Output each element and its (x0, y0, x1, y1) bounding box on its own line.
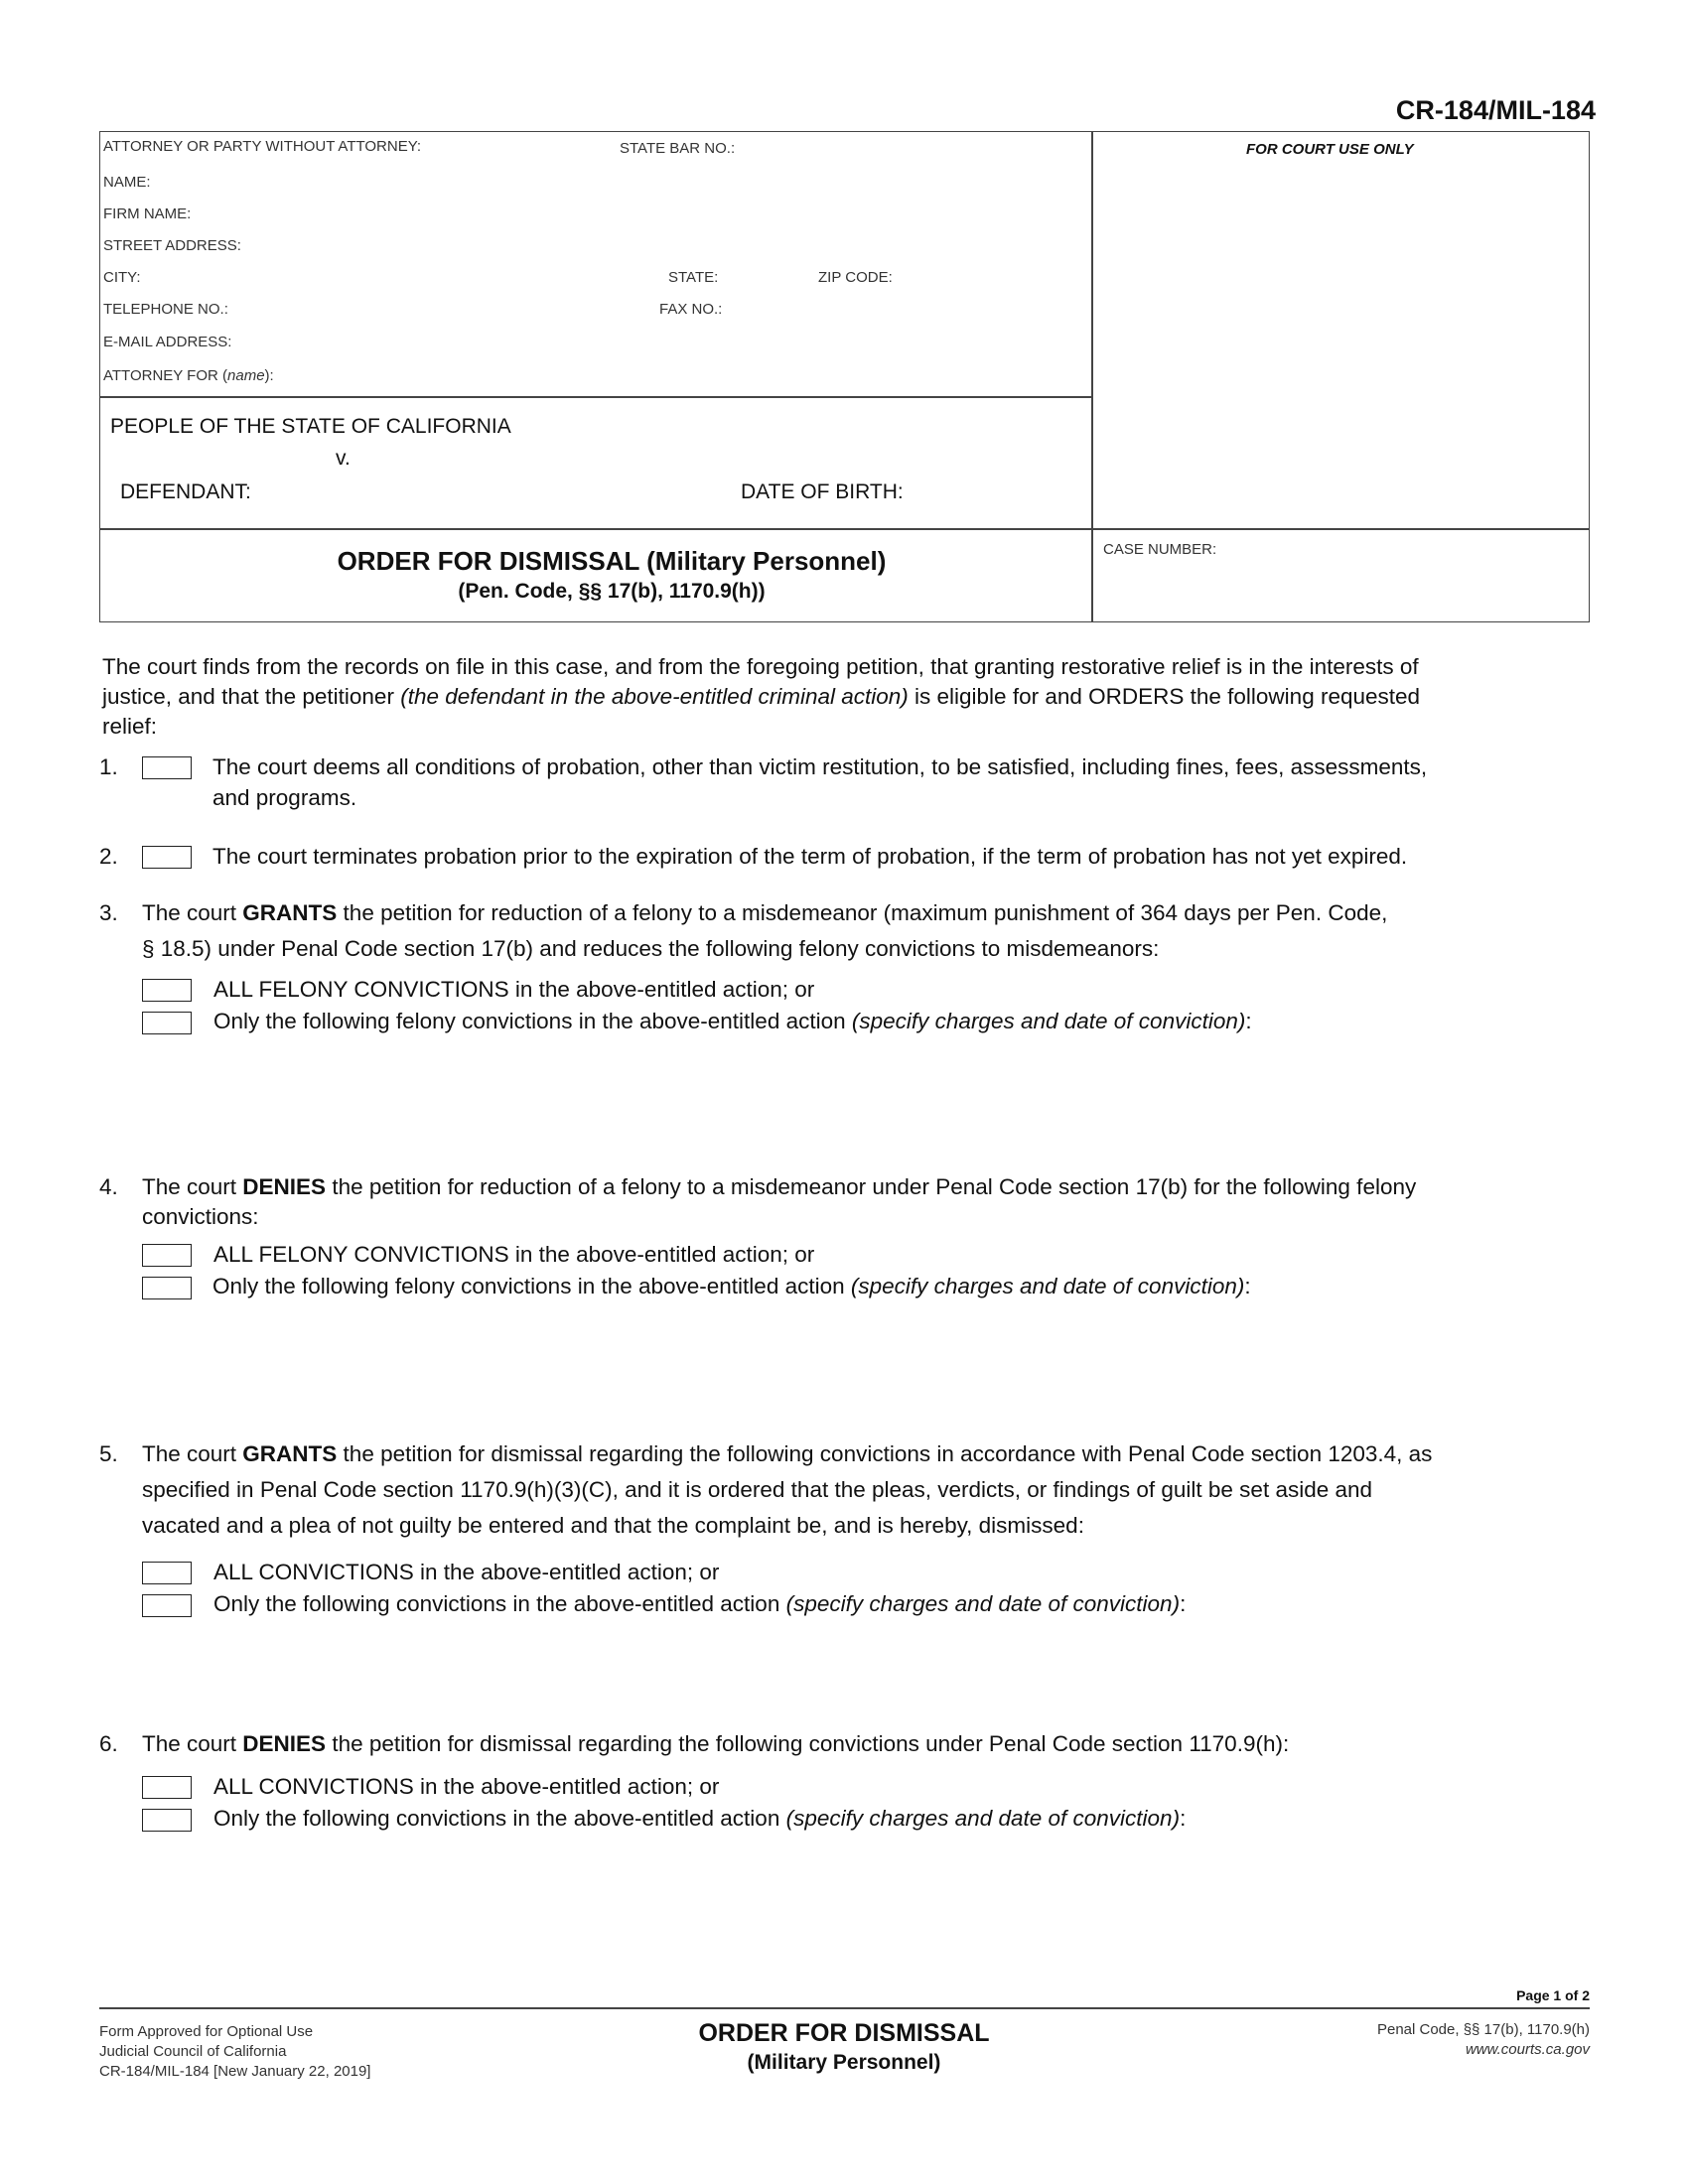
item-3-all-label: ALL FELONY CONVICTIONS in the above-entitled action; or (213, 977, 815, 1002)
item-4-number: 4. (99, 1174, 118, 1199)
defendant-field[interactable]: DEFENDANT: (120, 480, 251, 503)
item-6-all-checkbox[interactable] (142, 1776, 192, 1799)
item-6-all-label: ALL CONVICTIONS in the above-entitled action; or (213, 1774, 720, 1799)
item-3-text-line-2: § 18.5) under Penal Code section 17(b) and reduces the following felony convictions to misdemeanors: (142, 936, 1160, 961)
item-2-checkbox[interactable] (142, 846, 192, 869)
state-bar-label: STATE BAR NO.: (620, 140, 736, 157)
item-5-text-line-2: specified in Penal Code section 1170.9(h)(3)(C), and it is ordered that the pleas, verdicts, or findings of guilt be set aside and (142, 1477, 1373, 1502)
item-3-only-checkbox[interactable] (142, 1012, 192, 1034)
item-4-all-label: ALL FELONY CONVICTIONS in the above-entitled action; or (213, 1242, 815, 1267)
item-6-only-checkbox[interactable] (142, 1809, 192, 1832)
item-5-only-label: Only the following convictions in the above-entitled action (specify charges and date of conviction): (213, 1591, 1187, 1616)
email-field[interactable]: E-MAIL ADDRESS: (103, 334, 232, 350)
footer-website-link[interactable]: www.courts.ca.gov (1465, 2041, 1590, 2058)
footer-divider (99, 2007, 1590, 2009)
item-1-number: 1. (99, 754, 118, 779)
caption-divider-title (99, 528, 1590, 530)
telephone-field[interactable]: TELEPHONE NO.: (103, 301, 228, 318)
item-5-number: 5. (99, 1441, 118, 1466)
intro-line-1: The court finds from the records on file in this case, and from the foregoing petition, that granting restorative relief is in the interests of (102, 654, 1419, 679)
item-6-only-label: Only the following convictions in the above-entitled action (specify charges and date of conviction): (213, 1806, 1187, 1831)
item-4-only-label: Only the following felony convictions in the above-entitled action (specify charges and date of conviction): (212, 1274, 1251, 1298)
attorney-label: ATTORNEY OR PARTY WITHOUT ATTORNEY: (103, 138, 422, 155)
court-use-label: FOR COURT USE ONLY (1246, 141, 1414, 158)
footer-subtitle: (Military Personnel) (747, 2051, 941, 2074)
item-4-text-line-1: The court DENIES the petition for reduction of a felony to a misdemeanor under Penal Code section 17(b) for the following felony (142, 1174, 1417, 1199)
item-4-all-checkbox[interactable] (142, 1244, 192, 1267)
item-6-number: 6. (99, 1731, 118, 1756)
caption-divider-attorney (99, 396, 1092, 398)
street-address-field[interactable]: STREET ADDRESS: (103, 237, 241, 254)
item-5-only-checkbox[interactable] (142, 1594, 192, 1617)
item-2-text: The court terminates probation prior to the expiration of the term of probation, if the term of probation has not yet expired. (212, 844, 1408, 869)
intro-line-2: justice, and that the petitioner (the defendant in the above-entitled criminal action) is eligible for and ORDERS the following requested (102, 684, 1421, 709)
name-field[interactable]: NAME: (103, 174, 151, 191)
zip-code-field[interactable]: ZIP CODE: (818, 269, 893, 286)
form-subtitle: (Pen. Code, §§ 17(b), 1170.9(h)) (458, 580, 766, 603)
footer-title: ORDER FOR DISMISSAL (698, 2019, 990, 2047)
item-3-text-line-1: The court GRANTS the petition for reduction of a felony to a misdemeanor (maximum punishment of 364 days per Pen. Code, (142, 900, 1388, 925)
form-id: CR-184/MIL-184 (1395, 95, 1596, 125)
firm-name-field[interactable]: FIRM NAME: (103, 205, 192, 222)
item-5-all-label: ALL CONVICTIONS in the above-entitled action; or (213, 1560, 720, 1584)
page-number: Page 1 of 2 (1516, 1987, 1590, 2003)
item-3-only-label: Only the following felony convictions in the above-entitled action (specify charges and date of conviction): (213, 1009, 1252, 1033)
item-2-number: 2. (99, 844, 118, 869)
city-field[interactable]: CITY: (103, 269, 141, 286)
item-1-text-line-2: and programs. (212, 785, 357, 810)
case-number-field[interactable]: CASE NUMBER: (1103, 541, 1217, 558)
date-of-birth-field[interactable]: DATE OF BIRTH: (741, 480, 904, 503)
item-3-number: 3. (99, 900, 118, 925)
state-field[interactable]: STATE: (668, 269, 719, 286)
people-label: PEOPLE OF THE STATE OF CALIFORNIA (110, 415, 511, 438)
form-title: ORDER FOR DISMISSAL (Military Personnel) (337, 546, 887, 576)
attorney-for-field[interactable]: ATTORNEY FOR (name): (103, 367, 274, 384)
item-5-all-checkbox[interactable] (142, 1562, 192, 1584)
item-3-all-checkbox[interactable] (142, 979, 192, 1002)
versus-label: v. (336, 447, 351, 470)
footer-approval-line-3: CR-184/MIL-184 [New January 22, 2019] (99, 2063, 371, 2080)
item-5-text-line-1: The court GRANTS the petition for dismissal regarding the following convictions in accordance with Penal Code section 1203.4, as (142, 1441, 1433, 1466)
item-6-text-line-1: The court DENIES the petition for dismissal regarding the following convictions under Penal Code section 1170.9(h): (142, 1731, 1290, 1756)
item-1-text-line-1: The court deems all conditions of probation, other than victim restitution, to be satisfied, including fines, fees, assessments, (212, 754, 1428, 779)
footer-approval-line-1: Form Approved for Optional Use (99, 2023, 314, 2040)
item-4-only-checkbox[interactable] (142, 1277, 192, 1299)
footer-approval-line-2: Judicial Council of California (99, 2043, 287, 2060)
item-5-text-line-3: vacated and a plea of not guilty be entered and that the complaint be, and is hereby, dismissed: (142, 1513, 1084, 1538)
footer-code-reference: Penal Code, §§ 17(b), 1170.9(h) (1376, 2021, 1590, 2038)
item-1-checkbox[interactable] (142, 756, 192, 779)
fax-field[interactable]: FAX NO.: (659, 301, 723, 318)
item-4-text-line-2: convictions: (142, 1204, 259, 1229)
intro-line-3: relief: (102, 714, 158, 739)
